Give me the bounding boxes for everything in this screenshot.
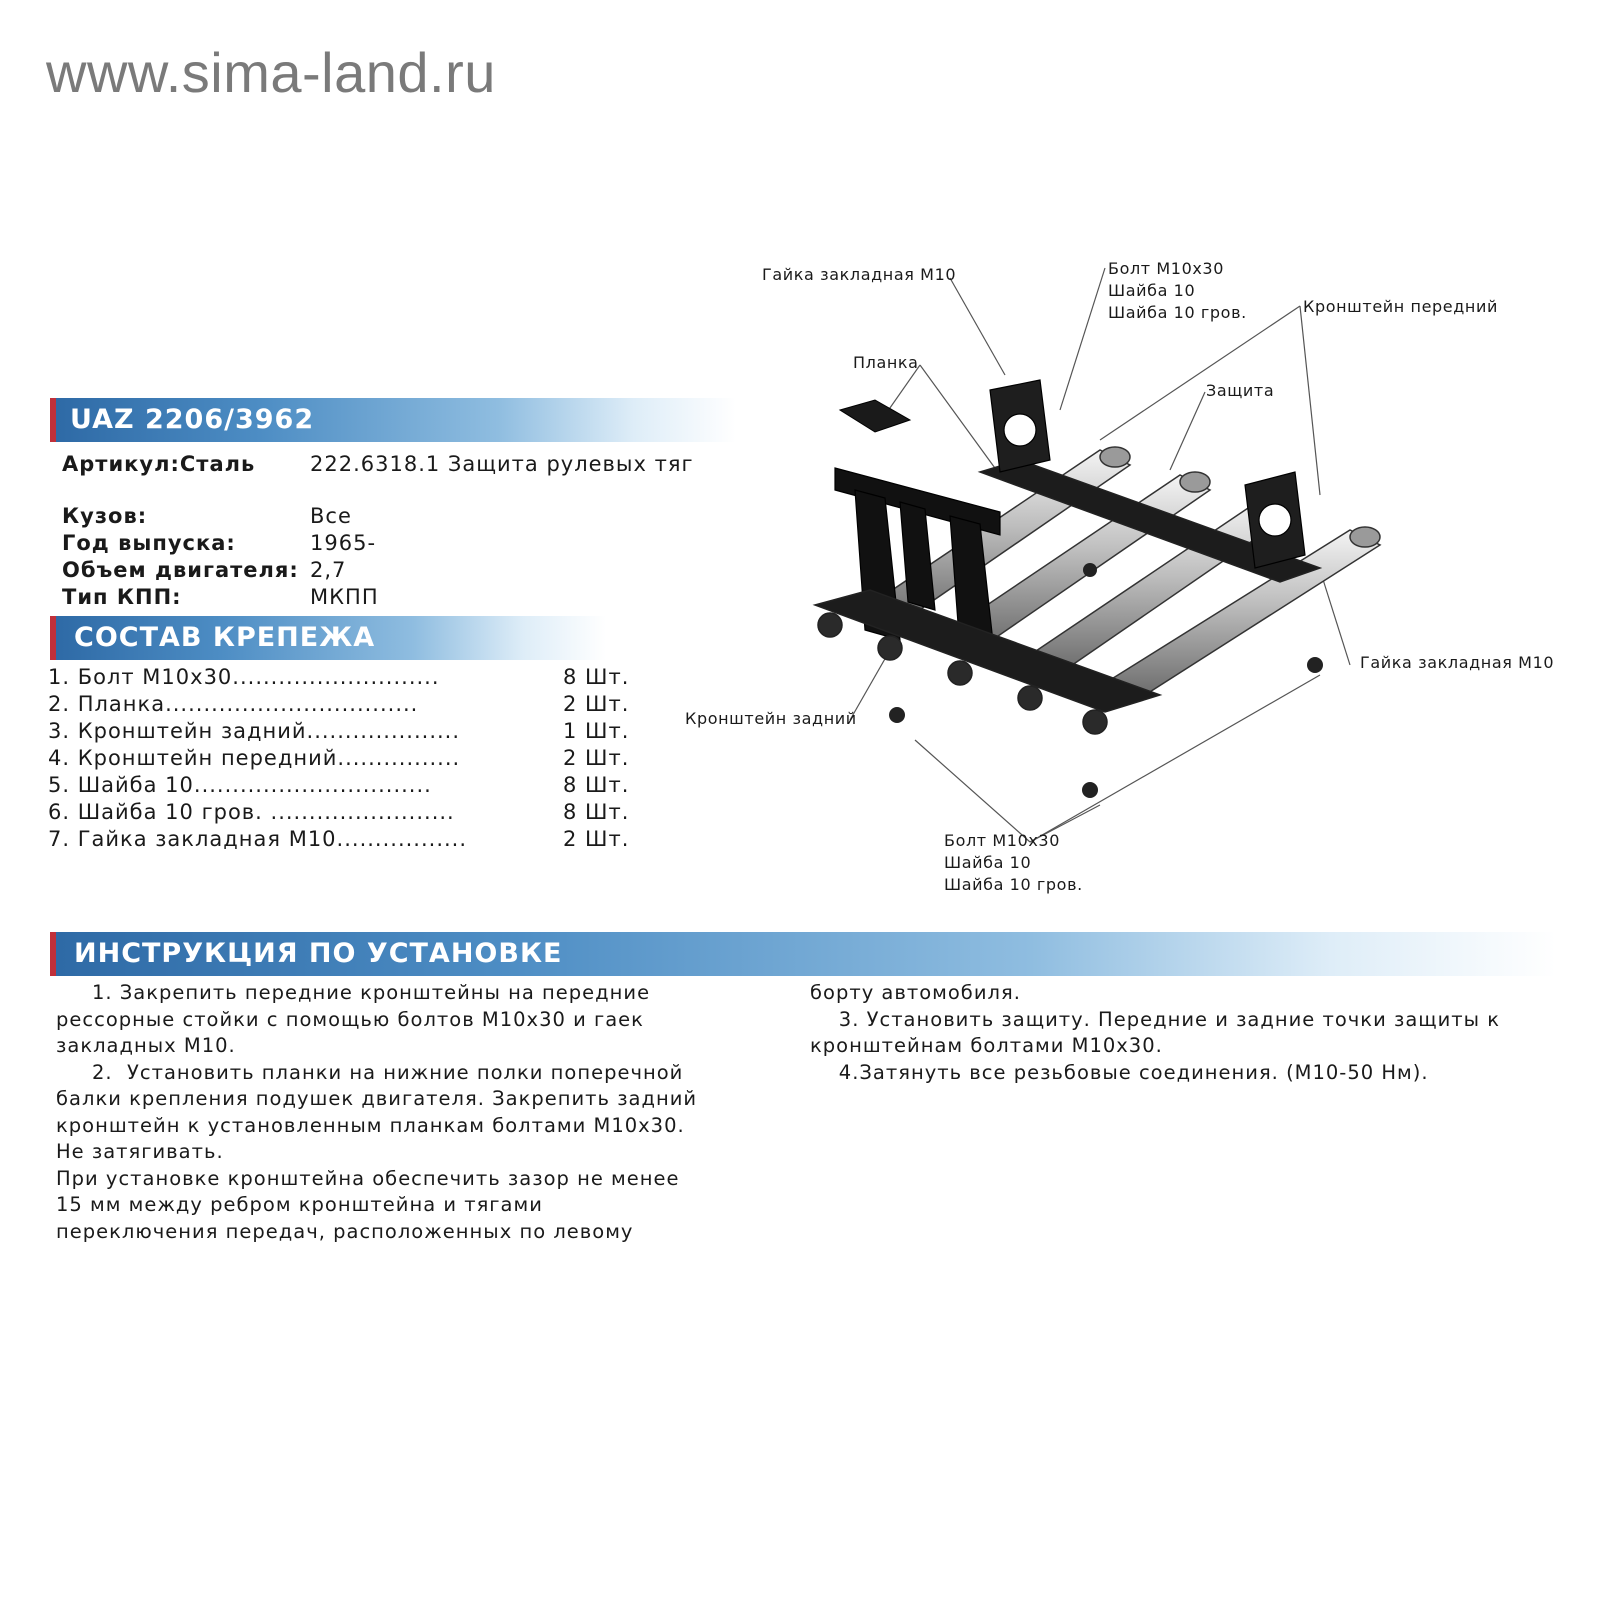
plate-part xyxy=(840,400,910,432)
list-item xyxy=(48,746,648,773)
kit-item-qty: 2 Шт. xyxy=(563,827,630,851)
label-nut-top: Гайка закладная М10 xyxy=(762,265,957,284)
spec-key: Тип КПП: xyxy=(62,585,182,609)
spec-value: 2,7 xyxy=(310,558,347,582)
kit-item-label: 6. Шайба 10 гров. ........................ xyxy=(48,800,455,824)
list-item xyxy=(48,719,648,746)
spec-key: Год выпуска: xyxy=(62,531,236,555)
kit-item-label: 5. Шайба 10............................... xyxy=(48,773,432,797)
kit-item-label: 4. Кронштейн передний................ xyxy=(48,746,461,770)
site-watermark: www.sima-land.ru xyxy=(46,41,496,104)
kit-header-band xyxy=(50,616,606,660)
kit-item-label: 7. Гайка закладная М10................. xyxy=(48,827,468,851)
spec-value: МКПП xyxy=(310,585,379,609)
spec-key: Объем двигателя: xyxy=(62,558,299,582)
spec-key: Артикул:Сталь xyxy=(62,452,256,476)
model-header-band xyxy=(50,398,736,442)
kit-item-label: 3. Кронштейн задний.................... xyxy=(48,719,461,743)
list-item xyxy=(48,773,648,800)
instructions-header-band xyxy=(50,932,1556,976)
list-item xyxy=(48,665,648,692)
spec-value: 222.6318.1 Защита рулевых тяг xyxy=(310,452,694,476)
label-bolt-bottom: Болт М10х30 Шайба 10 Шайба 10 гров. xyxy=(944,831,1083,894)
label-front-bracket: Кронштейн передний xyxy=(1303,297,1498,316)
kit-item-qty: 8 Шт. xyxy=(563,665,630,689)
instructions-title: ИНСТРУКЦИЯ ПО УСТАНОВКЕ xyxy=(74,938,563,969)
kit-item-label: 1. Болт М10х30........................... xyxy=(48,665,440,689)
label-rear-bracket: Кронштейн задний xyxy=(685,709,857,728)
label-bolt-top: Болт М10х30 Шайба 10 Шайба 10 гров. xyxy=(1108,259,1247,322)
kit-item-qty: 1 Шт. xyxy=(563,719,630,743)
assembly-diagram xyxy=(660,250,1580,930)
kit-item-label: 2. Планка................................. xyxy=(48,692,419,716)
label-plate: Планка xyxy=(853,353,919,372)
label-guard: Защита xyxy=(1206,381,1275,400)
spec-value: 1965- xyxy=(310,531,377,555)
spec-value: Все xyxy=(310,504,352,528)
kit-item-qty: 8 Шт. xyxy=(563,773,630,797)
instructions-left-column: 1. Закрепить передние кронштейны на передние рессорные стойки с помощью болтов М10х30 и гаек закладных М10. 2. Установить планки на нижние полки поперечной балки крепления подушек двигателя. Закрепить задний кронштейн к установленным планкам болтами М10х30. Не затягивать. При установке кронштейна обеспечить зазор не менее 15 мм между ребром кронштейна и тягами переключения передач, расположенных по левому xyxy=(56,981,698,1243)
kit-item-qty: 2 Шт. xyxy=(563,746,630,770)
list-item xyxy=(48,692,648,719)
list-item xyxy=(48,800,648,827)
instructions-right-column: борту автомобиля. 3. Установить защиту. Передние и задние точки защиты к кронштейнам болтами М10х30. 4.Затянуть все резьбовые соединения. (М10-50 Нм). xyxy=(810,981,1501,1084)
model-title: UAZ 2206/3962 xyxy=(70,404,315,435)
kit-item-qty: 8 Шт. xyxy=(563,800,630,824)
label-nut-right: Гайка закладная М10 xyxy=(1360,653,1555,672)
list-item xyxy=(48,827,648,854)
kit-item-qty: 2 Шт. xyxy=(563,692,630,716)
spec-key: Кузов: xyxy=(62,504,148,528)
kit-title: СОСТАВ КРЕПЕЖА xyxy=(74,622,376,653)
